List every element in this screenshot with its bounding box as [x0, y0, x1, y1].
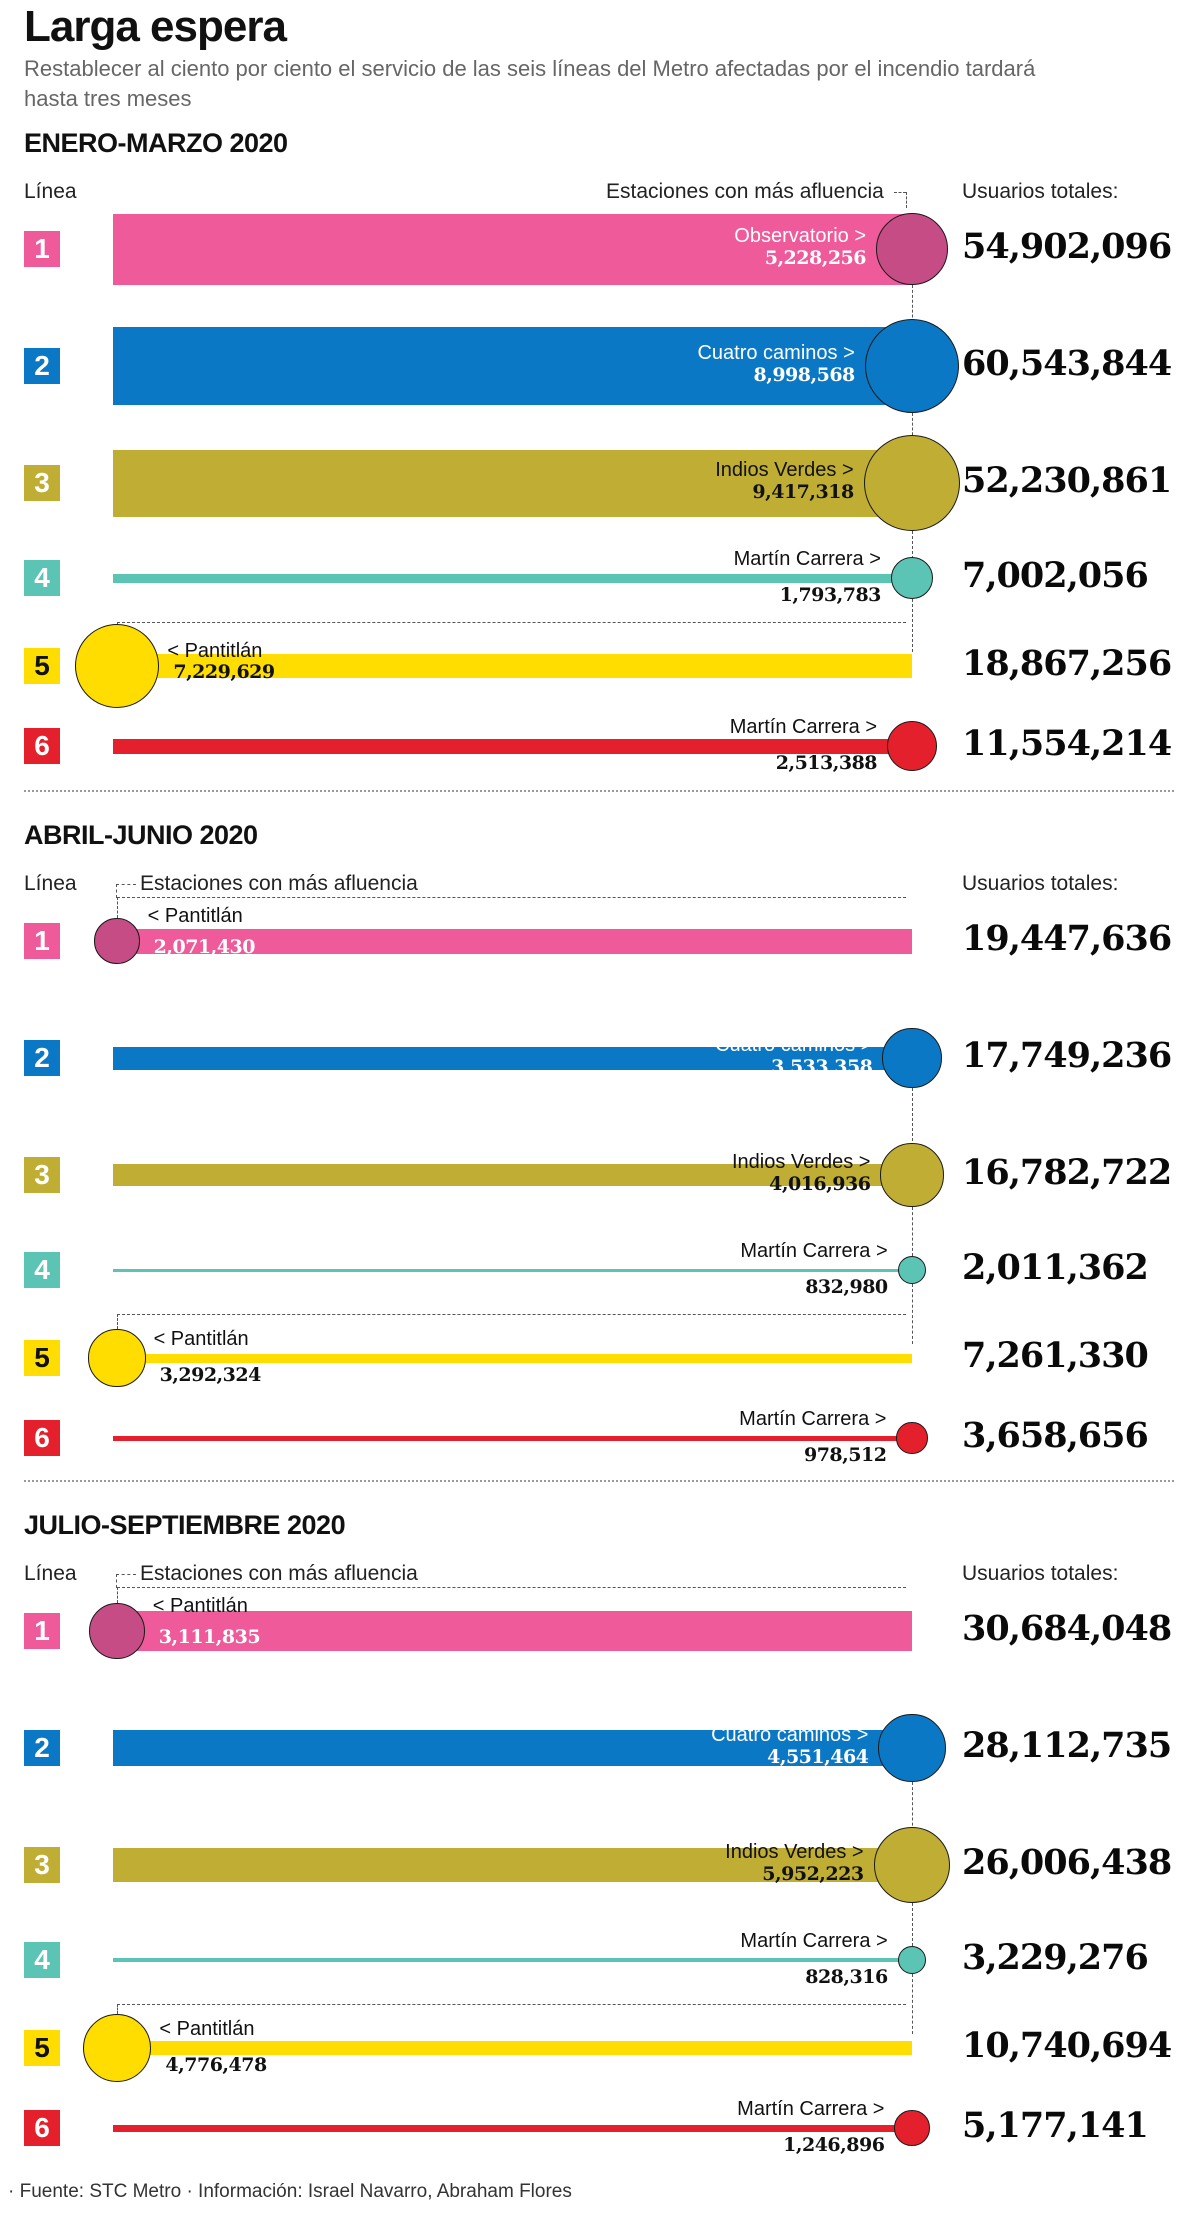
station-users-line-4: 1,793,783: [779, 584, 881, 606]
bar-line-4: [113, 574, 912, 583]
line-badge-5: 5: [24, 1340, 60, 1376]
stations-header-connector: [116, 1574, 117, 1588]
station-name-line-3: Indios Verdes >: [732, 1151, 871, 1173]
station-circle-line-3: [864, 435, 961, 532]
station-circle-line-3: [880, 1143, 943, 1206]
section-separator: [24, 790, 1174, 792]
station-circle-line-3: [874, 1827, 951, 1904]
station-connector: [117, 1587, 906, 1588]
station-name-line-5: < Pantitlán: [159, 2018, 255, 2040]
total-users-line-1: 30,684,048: [962, 1608, 1172, 1649]
station-circle-line-1: [94, 918, 139, 963]
station-name-line-6: Martín Carrera >: [739, 1408, 887, 1430]
bar-line-4: [113, 1269, 912, 1272]
totals-header: Usuarios totales:: [962, 180, 1119, 203]
station-name-line-1: < Pantitlán: [147, 905, 243, 927]
station-connector: [912, 1903, 913, 1946]
line-badge-5: 5: [24, 648, 60, 684]
section-title: ABRIL-JUNIO 2020: [24, 820, 258, 850]
station-connector: [912, 1974, 913, 2034]
line-badge-4: 4: [24, 560, 60, 596]
station-users-line-6: 2,513,388: [775, 752, 878, 774]
bar-line-4: [113, 1958, 912, 1962]
line-badge-5: 5: [24, 2030, 60, 2066]
station-name-line-4: Martín Carrera >: [740, 1240, 888, 1262]
station-users-line-4: 828,316: [805, 1966, 888, 1988]
totals-header: Usuarios totales:: [962, 872, 1119, 895]
line-badge-4: 4: [24, 1252, 60, 1288]
chart-section-1: [0, 128, 1200, 808]
stations-header: Estaciones con más afluencia: [606, 180, 884, 203]
station-name-line-2: Cuatro caminos >: [711, 1724, 869, 1746]
total-users-line-6: 5,177,141: [962, 2105, 1148, 2146]
station-name-line-4: Martín Carrera >: [740, 1930, 888, 1952]
station-name-line-6: Martín Carrera >: [729, 716, 878, 738]
total-users-line-5: 10,740,694: [962, 2025, 1172, 2066]
station-users-line-5: 4,776,478: [165, 2054, 267, 2076]
station-users-line-3: 5,952,223: [762, 1863, 864, 1885]
total-users-line-2: 60,543,844: [962, 343, 1172, 384]
line-badge-3: 3: [24, 465, 60, 501]
station-users-line-1: 2,071,430: [153, 936, 255, 958]
section-separator: [24, 1480, 1174, 1482]
bar-line-5: [113, 2041, 912, 2055]
station-name-line-3: Indios Verdes >: [715, 459, 854, 481]
station-users-line-1: 3,111,835: [158, 1626, 261, 1648]
total-users-line-6: 11,554,214: [962, 723, 1172, 764]
bar-line-5: [113, 1354, 912, 1363]
bar-line-6: [113, 1436, 912, 1441]
line-column-header: Línea: [24, 1562, 77, 1585]
total-users-line-3: 26,006,438: [962, 1842, 1172, 1883]
station-circle-line-2: [882, 1028, 941, 1087]
station-name-line-5: < Pantitlán: [167, 640, 263, 662]
station-users-line-1: 5,228,256: [764, 247, 866, 269]
station-connector: [117, 897, 906, 898]
station-users-line-5: 3,292,324: [159, 1364, 261, 1386]
station-users-line-3: 9,417,318: [752, 481, 854, 503]
station-name-line-1: < Pantitlán: [152, 1595, 248, 1617]
line-badge-6: 6: [24, 728, 60, 764]
station-circle-line-5: [83, 2014, 152, 2083]
station-name-line-5: < Pantitlán: [153, 1328, 249, 1350]
station-circle-line-5: [75, 624, 160, 709]
section-title: ENERO-MARZO 2020: [24, 128, 288, 158]
station-users-line-4: 832,980: [805, 1276, 888, 1298]
station-connector: [912, 1207, 913, 1256]
page-subtitle-line-1: Restablecer al ciento por ciento el servicio de las seis líneas del Metro afectadas por el incendio tardará: [24, 56, 1036, 81]
total-users-line-5: 7,261,330: [962, 1335, 1148, 1376]
stations-header-connector: [116, 1574, 136, 1575]
station-name-line-2: Cuatro caminos >: [697, 342, 855, 364]
line-badge-6: 6: [24, 2110, 60, 2146]
line-badge-6: 6: [24, 1420, 60, 1456]
line-badge-1: 1: [24, 1613, 60, 1649]
station-circle-line-4: [898, 1256, 927, 1285]
total-users-line-3: 52,230,861: [962, 460, 1172, 501]
stations-header-connector: [906, 192, 907, 208]
station-circle-line-2: [878, 1714, 945, 1781]
total-users-line-2: 17,749,236: [962, 1035, 1172, 1076]
total-users-line-1: 54,902,096: [962, 226, 1172, 267]
total-users-line-3: 16,782,722: [962, 1152, 1172, 1193]
station-connector: [912, 599, 913, 652]
station-users-line-6: 1,246,896: [783, 2134, 885, 2156]
station-connector: [117, 897, 118, 918]
line-badge-4: 4: [24, 1942, 60, 1978]
chart-section-2: [0, 820, 1200, 1500]
station-connector: [117, 1587, 118, 1603]
stations-header-connector: [116, 884, 136, 885]
total-users-line-5: 18,867,256: [962, 643, 1172, 684]
station-circle-line-2: [865, 319, 959, 413]
total-users-line-4: 3,229,276: [962, 1937, 1148, 1978]
station-users-line-2: 4,551,464: [767, 1746, 869, 1768]
station-connector: [117, 1314, 906, 1315]
station-circle-line-1: [89, 1603, 145, 1659]
station-circle-line-4: [891, 557, 933, 599]
total-users-line-4: 2,011,362: [962, 1247, 1148, 1288]
stations-header: Estaciones con más afluencia: [140, 1562, 418, 1585]
station-name-line-2: Cuatro caminos >: [715, 1034, 873, 1056]
station-users-line-6: 978,512: [803, 1444, 887, 1466]
line-badge-3: 3: [24, 1847, 60, 1883]
station-connector: [912, 1284, 913, 1344]
station-users-line-3: 4,016,936: [769, 1173, 871, 1195]
station-name-line-3: Indios Verdes >: [725, 1841, 864, 1863]
station-users-line-2: 3,533,358: [771, 1056, 873, 1078]
station-name-line-6: Martín Carrera >: [737, 2098, 885, 2120]
station-connector: [117, 2004, 906, 2005]
station-circle-line-5: [88, 1329, 145, 1386]
station-name-line-4: Martín Carrera >: [733, 548, 881, 570]
line-badge-2: 2: [24, 348, 60, 384]
station-connector: [117, 2004, 118, 2014]
line-badge-2: 2: [24, 1730, 60, 1766]
station-circle-line-4: [898, 1946, 927, 1975]
chart-section-3: [0, 1510, 1200, 2190]
station-users-line-5: 7,229,629: [173, 661, 275, 683]
total-users-line-2: 28,112,735: [962, 1725, 1172, 1766]
total-users-line-1: 19,447,636: [962, 918, 1172, 959]
line-badge-1: 1: [24, 923, 60, 959]
stations-header: Estaciones con más afluencia: [140, 872, 418, 895]
station-circle-line-1: [876, 213, 948, 285]
section-title: JULIO-SEPTIEMBRE 2020: [24, 1510, 346, 1540]
bar-line-6: [113, 2125, 912, 2132]
totals-header: Usuarios totales:: [962, 1562, 1119, 1585]
footer-credits: · Fuente: STC Metro · Información: Israel Navarro, Abraham Flores: [8, 2181, 572, 2202]
line-column-header: Línea: [24, 872, 77, 895]
stations-header-connector: [894, 192, 906, 193]
stations-header-connector: [116, 884, 117, 898]
station-circle-line-6: [896, 1422, 927, 1453]
total-users-line-6: 3,658,656: [962, 1415, 1148, 1456]
station-circle-line-6: [887, 721, 937, 771]
page-subtitle-line-2: hasta tres meses: [24, 86, 192, 111]
station-connector: [117, 1314, 118, 1329]
line-column-header: Línea: [24, 180, 77, 203]
line-badge-1: 1: [24, 231, 60, 267]
station-users-line-2: 8,998,568: [753, 364, 855, 386]
total-users-line-4: 7,002,056: [962, 555, 1148, 596]
station-name-line-1: Observatorio >: [734, 225, 866, 247]
line-badge-3: 3: [24, 1157, 60, 1193]
station-circle-line-6: [894, 2110, 929, 2145]
page-title: Larga espera: [24, 2, 286, 51]
station-connector: [117, 622, 906, 623]
line-badge-2: 2: [24, 1040, 60, 1076]
